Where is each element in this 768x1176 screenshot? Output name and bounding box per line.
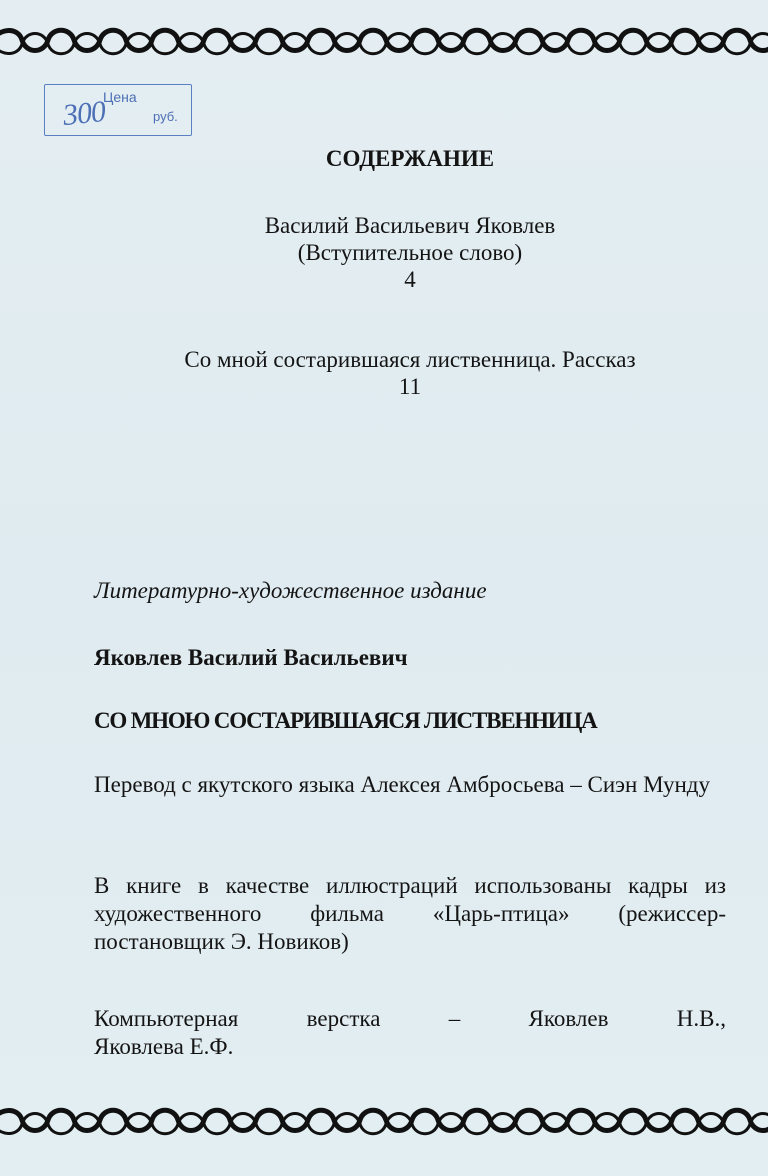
toc-entry-subtitle: (Вступительное слово) (297, 240, 523, 265)
ornament-pattern (0, 1110, 768, 1134)
layout-credit (94, 1005, 726, 1061)
toc-entry-title: Со мной состарившаяся лиственница. Рассказ (184, 347, 636, 372)
price-stamp-unit: руб. (153, 109, 178, 124)
edition-type: Литературно-художественное издание (94, 578, 487, 603)
layout-credit-label: Компьютерная (94, 1006, 239, 1031)
toc-entry (0, 212, 768, 293)
layout-credit-name1-initials: Н.В., (676, 1006, 726, 1031)
layout-credit-dash: – (448, 1006, 461, 1031)
illustrations-note: В книге в качестве иллюстраций использованы кадры из художественного фильма «Царь-птица» (режиссер-постановщик Э. Новиков) (94, 873, 726, 954)
toc-entry-page: 11 (398, 374, 422, 399)
contents-heading: СОДЕРЖАНИЕ (325, 146, 495, 171)
layout-credit-name2: Яковлева Е.Ф. (94, 1034, 234, 1059)
translation-credit: Перевод с якутского языка Алексея Амбросьева – Сиэн Мунду (94, 772, 710, 797)
price-stamp-value: 300 (61, 94, 107, 133)
price-stamp-label: Цена (103, 89, 137, 105)
toc-entry-title: Василий Васильевич Яковлев (264, 213, 556, 238)
ornament-pattern (0, 30, 768, 54)
bottom-ornament-border (0, 1102, 768, 1142)
book-title: СО МНОЮ СОСТАРИВШАЯСЯ ЛИСТВЕННИЦА (94, 708, 597, 733)
toc-entry (0, 346, 768, 400)
top-ornament-border (0, 22, 768, 62)
price-stamp (44, 84, 192, 136)
author-name: Яковлев Василий Васильевич (94, 645, 408, 670)
layout-credit-name1: Яковлев (528, 1006, 609, 1031)
layout-credit-word: верстка (306, 1006, 381, 1031)
toc-entry-page: 4 (404, 267, 416, 292)
